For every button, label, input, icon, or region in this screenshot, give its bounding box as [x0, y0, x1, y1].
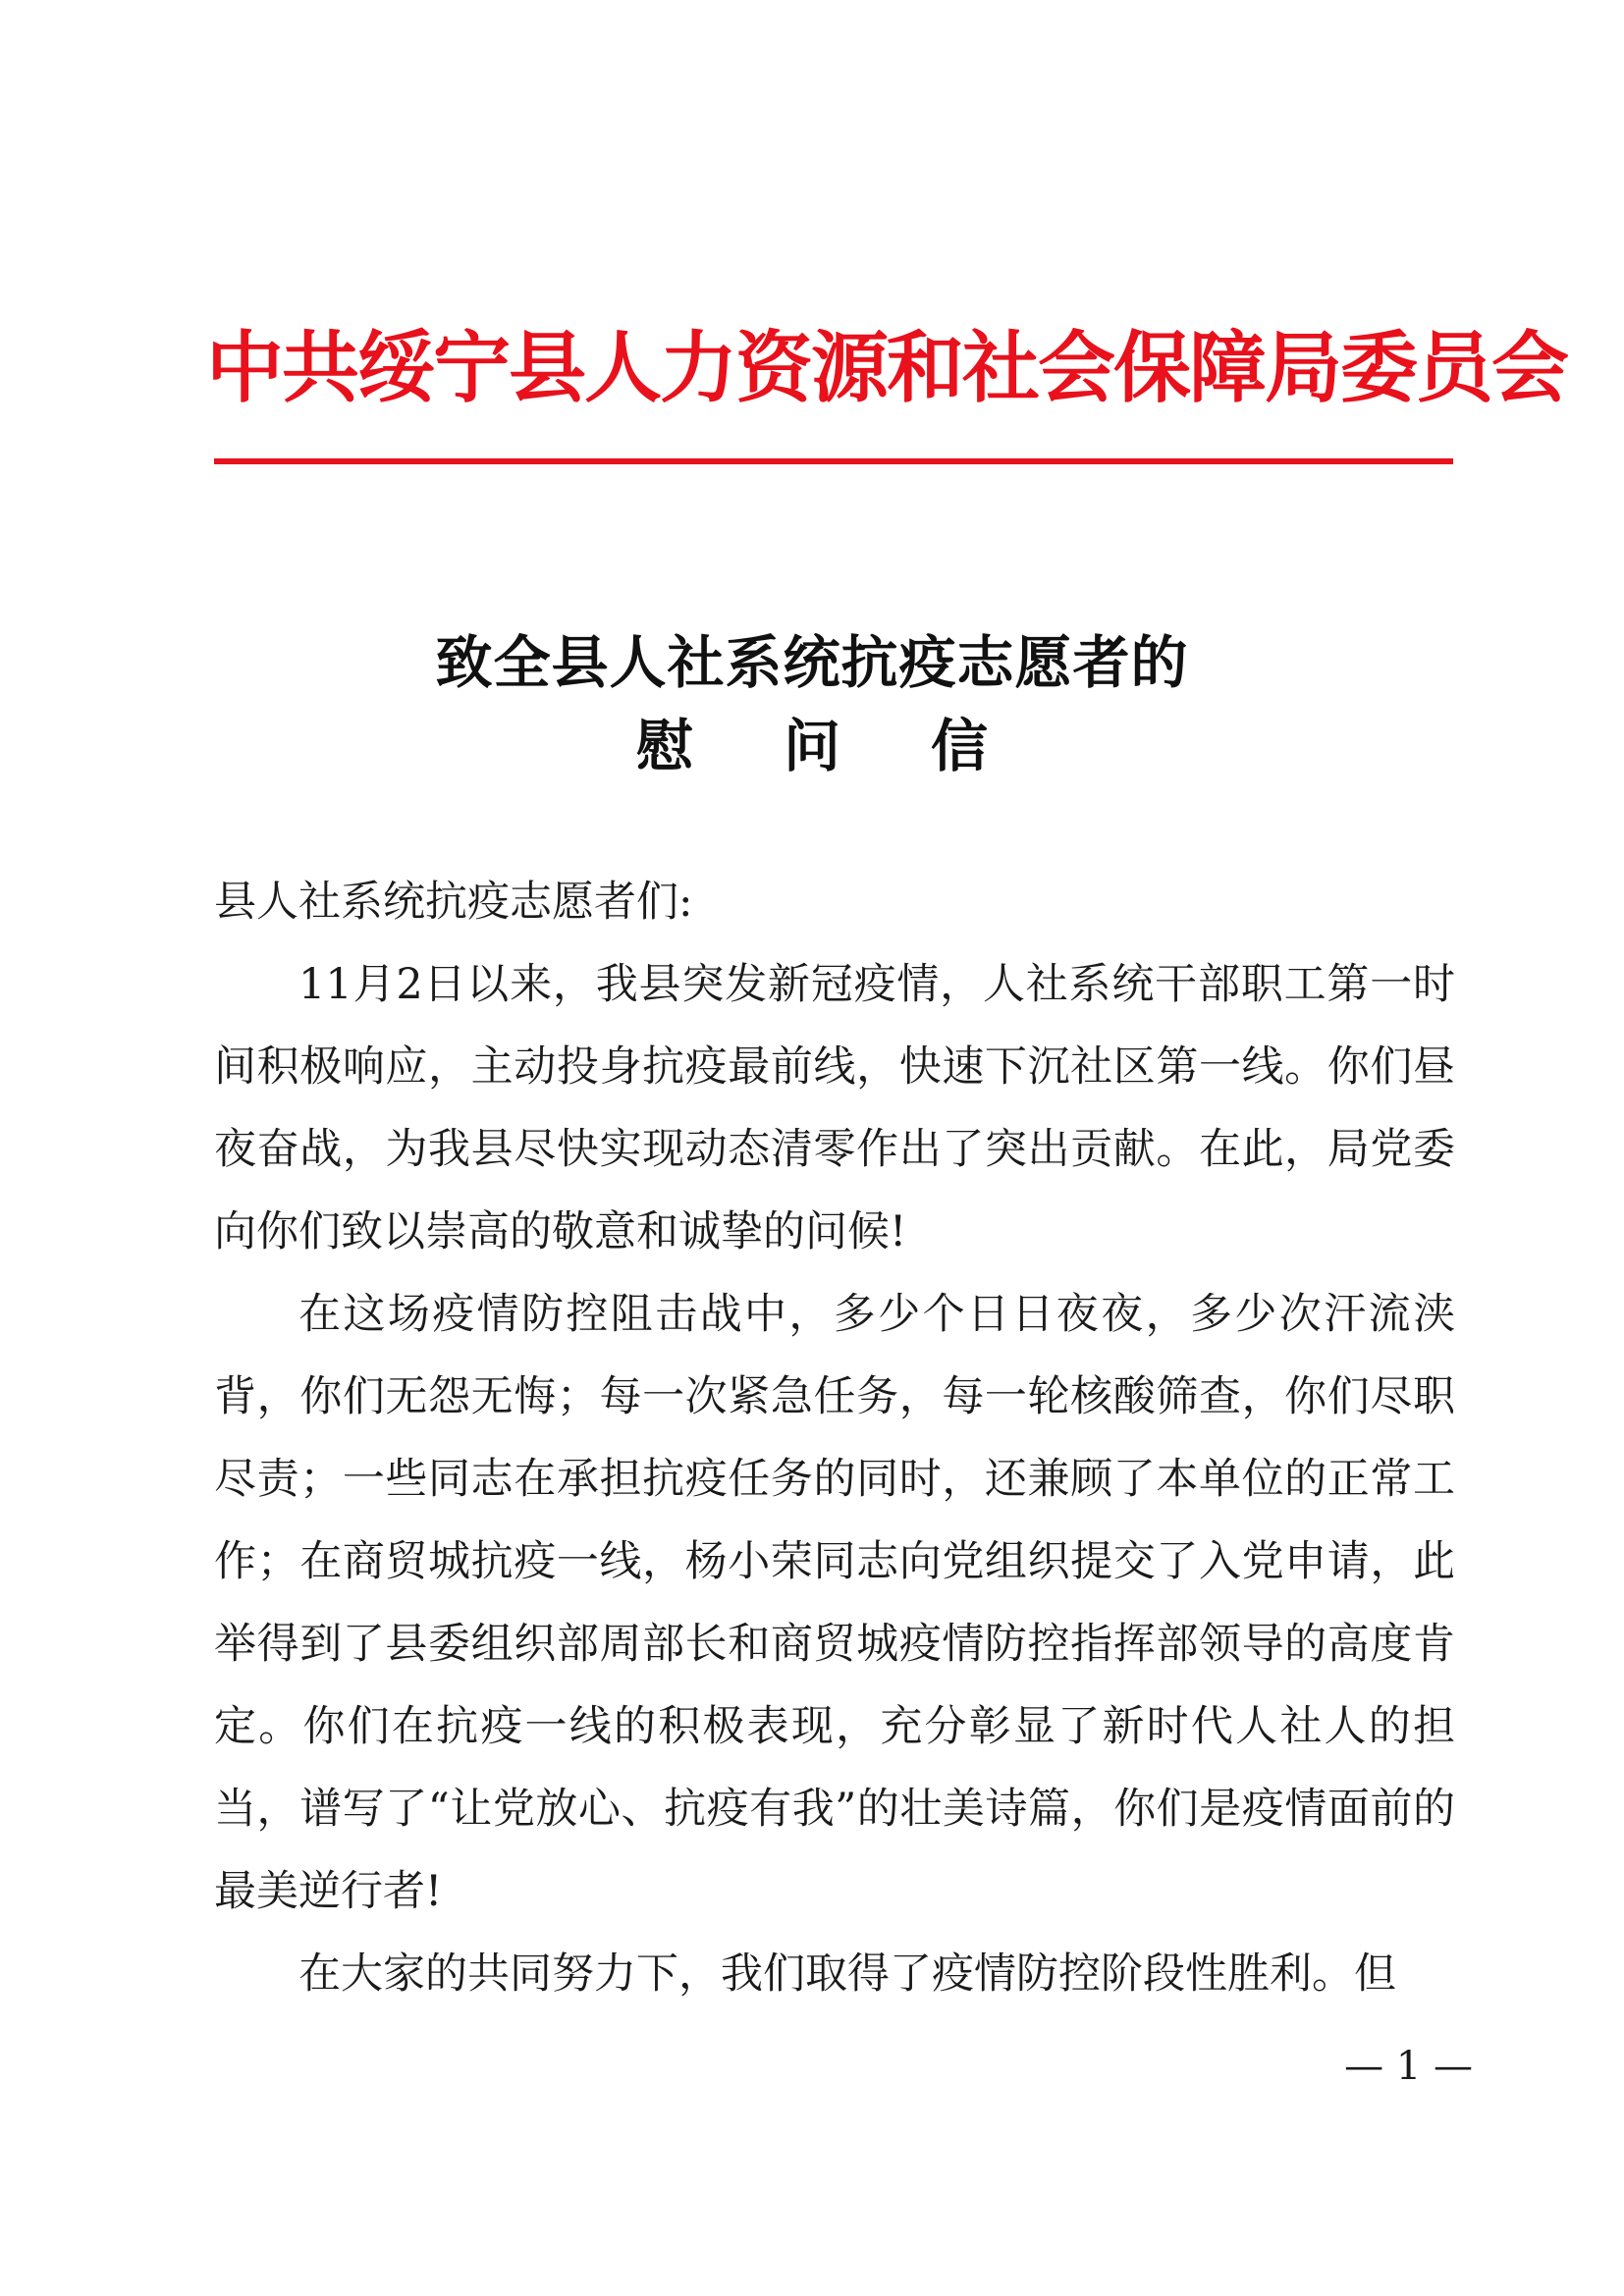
paragraph-1: 11月2日以来，我县突发新冠疫情，人社系统干部职工第一时间积极响应，主动投身抗疫最前线，快速下沉社区第一线。你们昼夜奋战，为我县尽快实现动态清零作出了突出贡献。在此，局党委向你们致以崇高的敬意和诚挚的问候! [214, 960, 1455, 1256]
letter-body [214, 861, 1455, 2015]
page-number: — 1 — [1344, 2044, 1473, 2089]
document-title-line1: 致全县人社系统抗疫志愿者的 [435, 629, 1189, 696]
paragraph-2: 在这场疫情防控阻击战中，多少个日日夜夜，多少次汗流浃背，你们无怨无悔；每一次紧急任务，每一轮核酸筛查，你们尽职尽责；一些同志在承担抗疫任务的同时，还兼顾了本单位的正常工作；在商贸城抗疫一线，杨小荣同志向党组织提交了入党申请，此举得到了县委组织部周部长和商贸城疫情防控指挥部领导的高度肯定。你们在抗疫一线的积极表现，充分彰显了新时代人社人的担当，谱写了“让党放心、抗疫有我”的壮美诗篇，你们是疫情面前的最美逆行者! [214, 1290, 1455, 1916]
salutation: 县人社系统抗疫志愿者们: [214, 878, 693, 927]
paragraph-3: 在大家的共同努力下，我们取得了疫情防控阶段性胜利。但 [298, 1949, 1396, 1999]
document-title-line2: 慰问信 [635, 713, 1078, 779]
letterhead-org-name: 中共绥宁县人力资源和社会保障局委员会 [206, 322, 1567, 413]
letterhead-red-rule [214, 458, 1453, 464]
